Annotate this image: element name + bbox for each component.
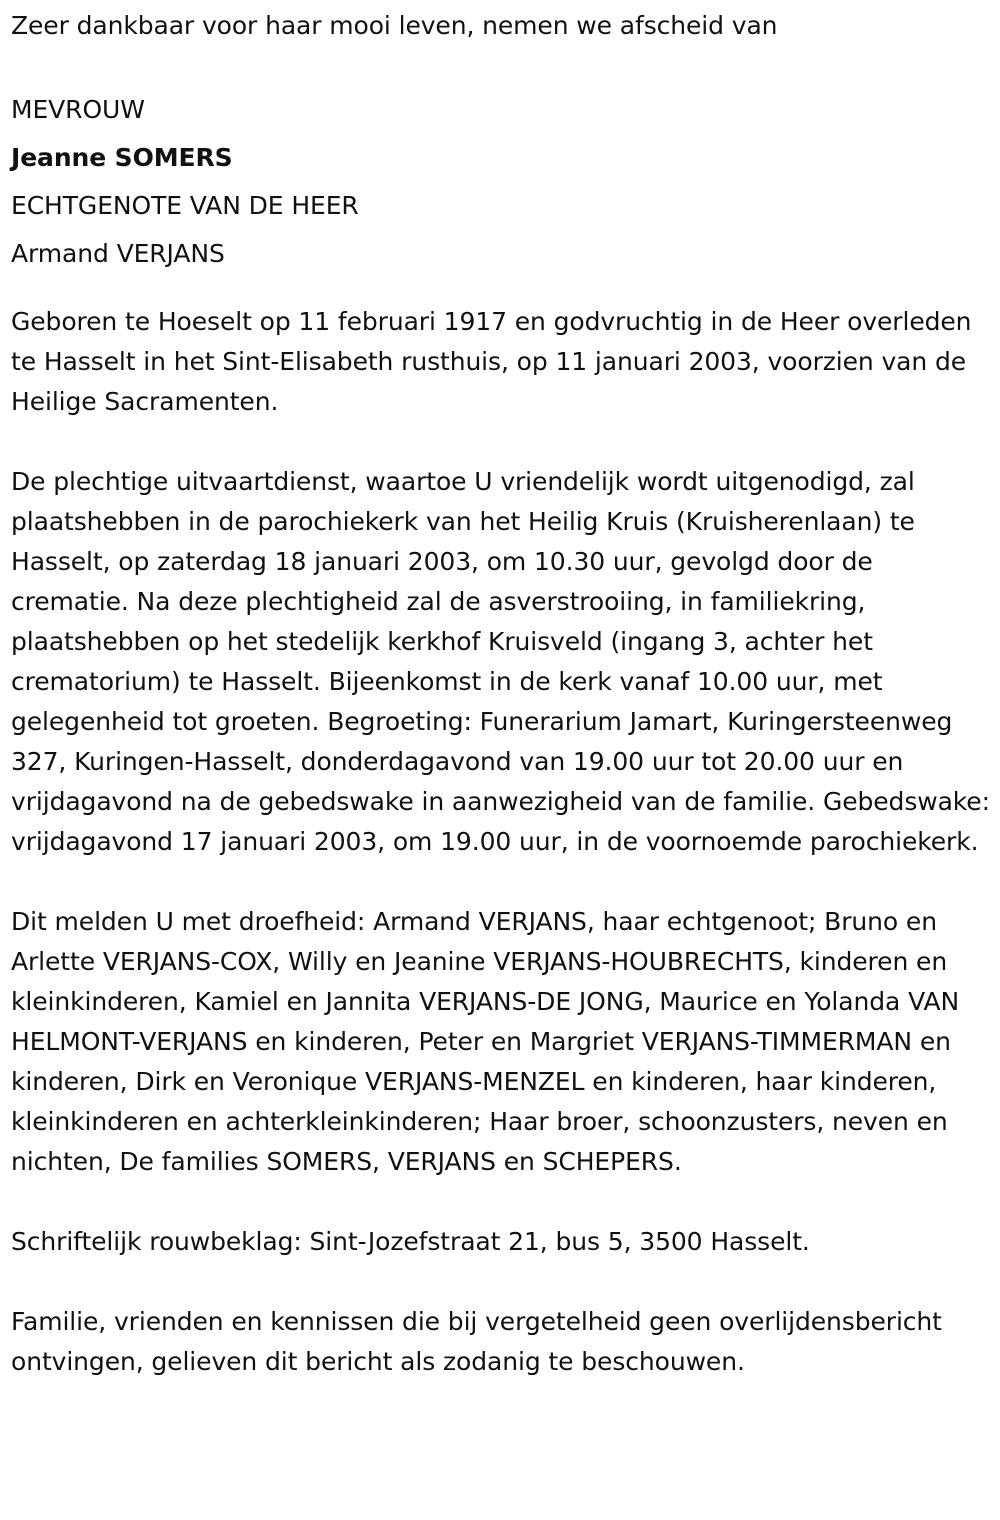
obituary-notice (11, 6, 996, 1382)
deceased-name: Jeanne SOMERS (11, 143, 233, 172)
spouse-name: Armand VERJANS (11, 239, 225, 268)
deceased-header (11, 86, 996, 278)
closing-paragraph: Familie, vrienden en kennissen die bij vergetelheid geen overlijdensbericht ontvingen, gelieven dit bericht als zodanig te beschouwen. (11, 1307, 942, 1376)
family-paragraph: Dit melden U met droefheid: Armand VERJANS, haar echtgenoot; Bruno en Arlette VERJANS-COX, Willy en Jeanine VERJANS-HOUBRECHTS, kinderen en kleinkinderen, Kamiel en Jannita VERJANS-DE JONG, Maurice en Yolanda VAN HELMONT-VERJANS en kinderen, Peter en Margriet VERJANS-TIMMERMAN en kinderen, Dirk en Veronique VERJANS-MENZEL en kinderen, haar kinderen, kleinkinderen en achterkleinkinderen; Haar broer, schoonzusters, neven en nichten, De families SOMERS, VERJANS en SCHEPERS. (11, 907, 960, 1176)
birth-death-paragraph: Geboren te Hoeselt op 11 februari 1917 en godvruchtig in de Heer overleden te Hasselt in het Sint-Elisabeth rusthuis, op 11 januari 2003, voorzien van de Heilige Sacramenten. (11, 307, 972, 416)
condolence-address: Schriftelijk rouwbeklag: Sint-Jozefstraat 21, bus 5, 3500 Hasselt. (11, 1227, 810, 1256)
intro-text: Zeer dankbaar voor haar mooi leven, nemen we afscheid van (11, 11, 778, 40)
salutation: MEVROUW (11, 95, 145, 124)
funeral-paragraph: De plechtige uitvaartdienst, waartoe U vriendelijk wordt uitgenodigd, zal plaatshebben in de parochiekerk van het Heilig Kruis (Kruisherenlaan) te Hasselt, op zaterdag 18 januari 2003, om 10.30 uur, gevolgd door de crematie. Na deze plechtigheid zal de asverstrooiing, in familiekring, plaatshebben op het stedelijk kerkhof Kruisveld (ingang 3, achter het crematorium) te Hasselt. Bijeenkomst in de kerk vanaf 10.00 uur, met gelegenheid tot groeten. Begroeting: Funerarium Jamart, Kuringersteenweg 327, Kuringen-Hasselt, donderdagavond van 19.00 uur tot 20.00 uur en vrijdagavond na de gebedswake in aanwezigheid van de familie. Gebedswake: vrijdagavond 17 januari 2003, om 19.00 uur, in de voornoemde parochiekerk. (11, 467, 990, 856)
relation-label: ECHTGENOTE VAN DE HEER (11, 191, 359, 220)
